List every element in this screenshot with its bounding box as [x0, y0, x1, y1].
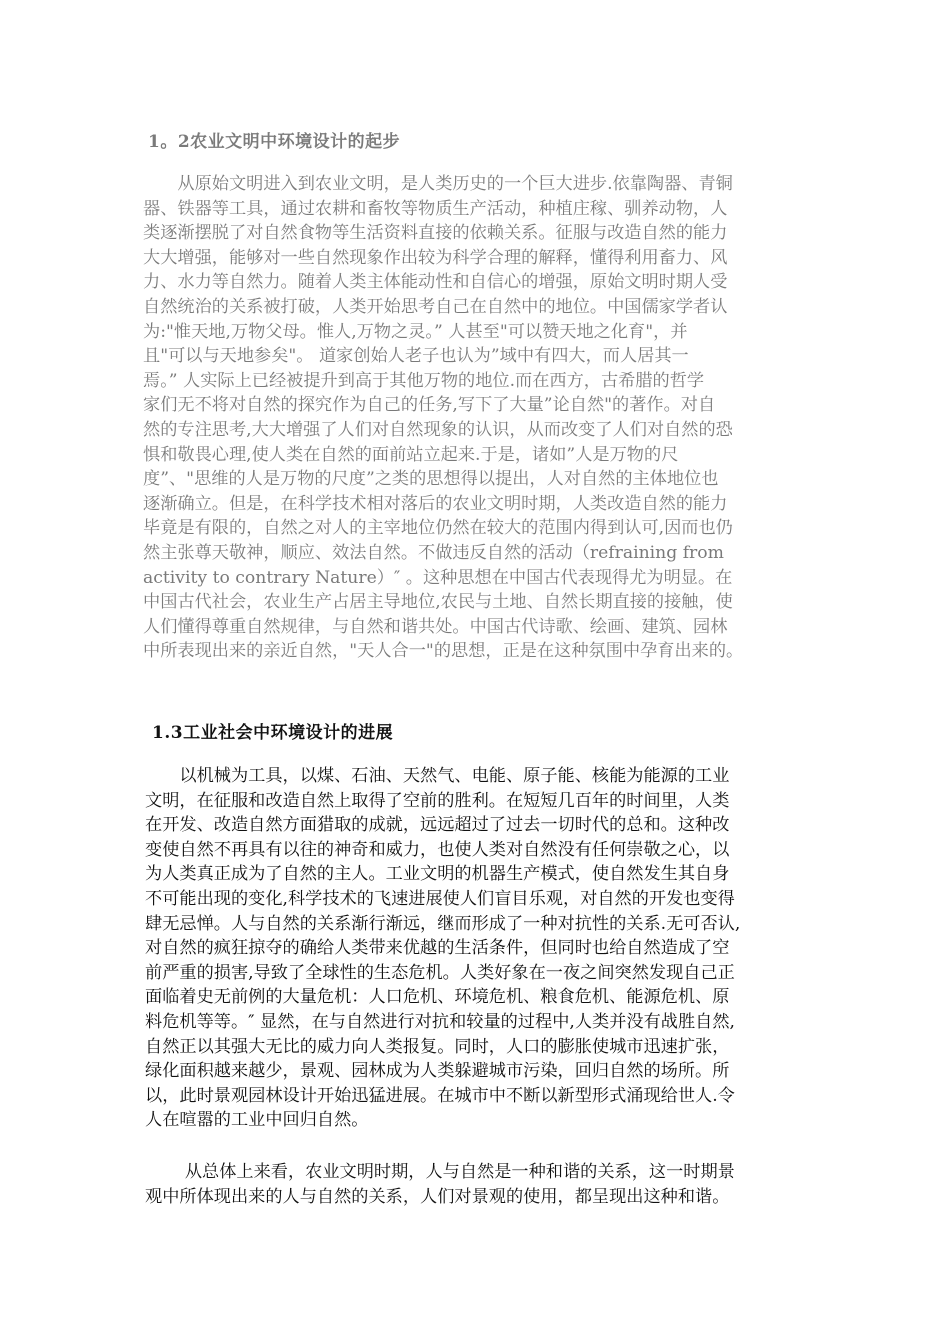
text-line: 从原始文明进入到农业文明，是人类历史的一个巨大进步.依靠陶器、青铜: [143, 174, 733, 194]
text-line: 且"可以与天地参矣"。 道家创始人老子也认为”域中有四大，而人居其一: [143, 346, 689, 367]
text-line: 肆无忌惮。人与自然的关系渐行渐远，继而形成了一种对抗性的关系.无可否认,: [145, 913, 741, 934]
text-line: 变使自然不再具有以往的神奇和威力，也使人类对自然没有任何崇敬之心，以: [145, 839, 730, 860]
summary-paragraph: [145, 1160, 735, 1209]
text-line: 大大增强，能够对一些自然现象作出较为科学合理的解释，懂得利用畜力、风: [143, 247, 728, 268]
text-line: 类逐渐摆脱了对自然食物等生活资料直接的依赖关系。征服与改造自然的能力: [143, 223, 728, 244]
text-line: 以机械为工具，以煤、石油、天然气、电能、原子能、核能为能源的工业: [145, 766, 730, 786]
text-line: 人在喧嚣的工业中回归自然。: [145, 1110, 369, 1131]
text-line: 器、铁器等工具，通过农耕和畜牧等物质生产活动，种植庄稼、驯养动物，人: [143, 198, 728, 219]
text-line: activity to contrary Nature）″ 。这种思想在中国古代表现得尤为明显。在: [143, 567, 733, 588]
text-line: 为:"惟天地,万物父母。惟人,万物之灵。” 人甚至"可以赞天地之化育"，并: [143, 321, 688, 342]
text-line: 自然统治的关系被打破，人类开始思考自己在自然中的地位。中国儒家学者认: [143, 296, 728, 317]
text-line: 中国古代社会，农业生产占居主导地位,农民与土地、自然长期直接的接触，使: [143, 592, 733, 613]
text-line: 不可能出现的变化,科学技术的飞速进展使人们盲目乐观，对自然的开发也变得: [145, 888, 735, 909]
text-line: 文明，在征服和改造自然上取得了空前的胜利。在短短几百年的时间里，人类: [145, 790, 730, 811]
section-heading-1-2: 1。2农业文明中环境设计的起步: [148, 132, 401, 152]
text-line: 在开发、改造自然方面猎取的成就，远远超过了过去一切时代的总和。这种改: [145, 815, 730, 836]
text-line: 面临着史无前例的大量危机：人口危机、环境危机、粮食危机、能源危机、原: [145, 987, 730, 1008]
text-line: 观中所体现出来的人与自然的关系，人们对景观的使用，都呈现出这种和谐。: [145, 1186, 730, 1207]
text-line: 从总体上来看，农业文明时期，人与自然是一种和谐的关系，这一时期景: [145, 1162, 735, 1182]
text-line: 度”、"思维的人是万物的尺度”之类的思想得以提出，人对自然的主体地位也: [143, 469, 719, 490]
text-line: 以，此时景观园林设计开始迅猛进展。在城市中不断以新型形式涌现给世人.令: [145, 1085, 735, 1106]
text-line: 然主张尊天敬神，顺应、效法自然。不做违反自然的活动（refraining from: [143, 542, 724, 563]
text-line: 人们懂得尊重自然规律，与自然和谐共处。中国古代诗歌、绘画、建筑、园林: [143, 616, 728, 637]
text-line: 前严重的损害,导致了全球性的生态危机。人类好象在一夜之间突然发现自己正: [145, 962, 735, 983]
text-line: 力、水力等自然力。随着人类主体能动性和自信心的增强，原始文明时期人受: [143, 272, 728, 293]
text-line: 逐渐确立。但是，在科学技术相对落后的农业文明时期，人类改造自然的能力: [143, 493, 728, 514]
section-heading-1-3: 1.3工业社会中环境设计的进展: [152, 723, 394, 743]
text-line: 对自然的疯狂掠夺的确给人类带来优越的生活条件，但同时也给自然造成了空: [145, 938, 730, 959]
text-line: 毕竟是有限的，自然之对人的主宰地位仍然在较大的范围内得到认可,因而也仍: [143, 518, 733, 539]
text-line: 惧和敬畏心理,使人类在自然的面前站立起来.于是，诸如”人是万物的尺: [143, 444, 679, 465]
text-line: 然的专注思考,大大增强了人们对自然现象的认识，从而改变了人们对自然的恐: [143, 419, 733, 440]
text-line: 料危机等等。″ 显然，在与自然进行对抗和较量的过程中,人类并没有战胜自然,: [145, 1011, 736, 1032]
text-line: 焉。” 人实际上已经被提升到高于其他万物的地位.而在西方，古希腊的哲学: [143, 370, 705, 391]
text-line: 为人类真正成为了自然的主人。工业文明的机器生产模式，使自然发生其自身: [145, 864, 730, 885]
text-line: 绿化面积越来越少，景观、园林成为人类躲避城市污染，回归自然的场所。所: [145, 1061, 730, 1082]
paragraph-1-2: [143, 172, 743, 664]
text-line: 家们无不将对自然的探究作为自己的任务,写下了大量”论自然"的著作。对自: [143, 395, 716, 416]
paragraph-1-3: [145, 764, 740, 1133]
text-line: 中所表现出来的亲近自然，"天人合一"的思想，正是在这种氛围中孕育出来的。: [143, 641, 744, 662]
text-line: 自然正以其强大无比的威力向人类报复。同时，人口的膨胀使城市迅速扩张，: [145, 1036, 730, 1057]
